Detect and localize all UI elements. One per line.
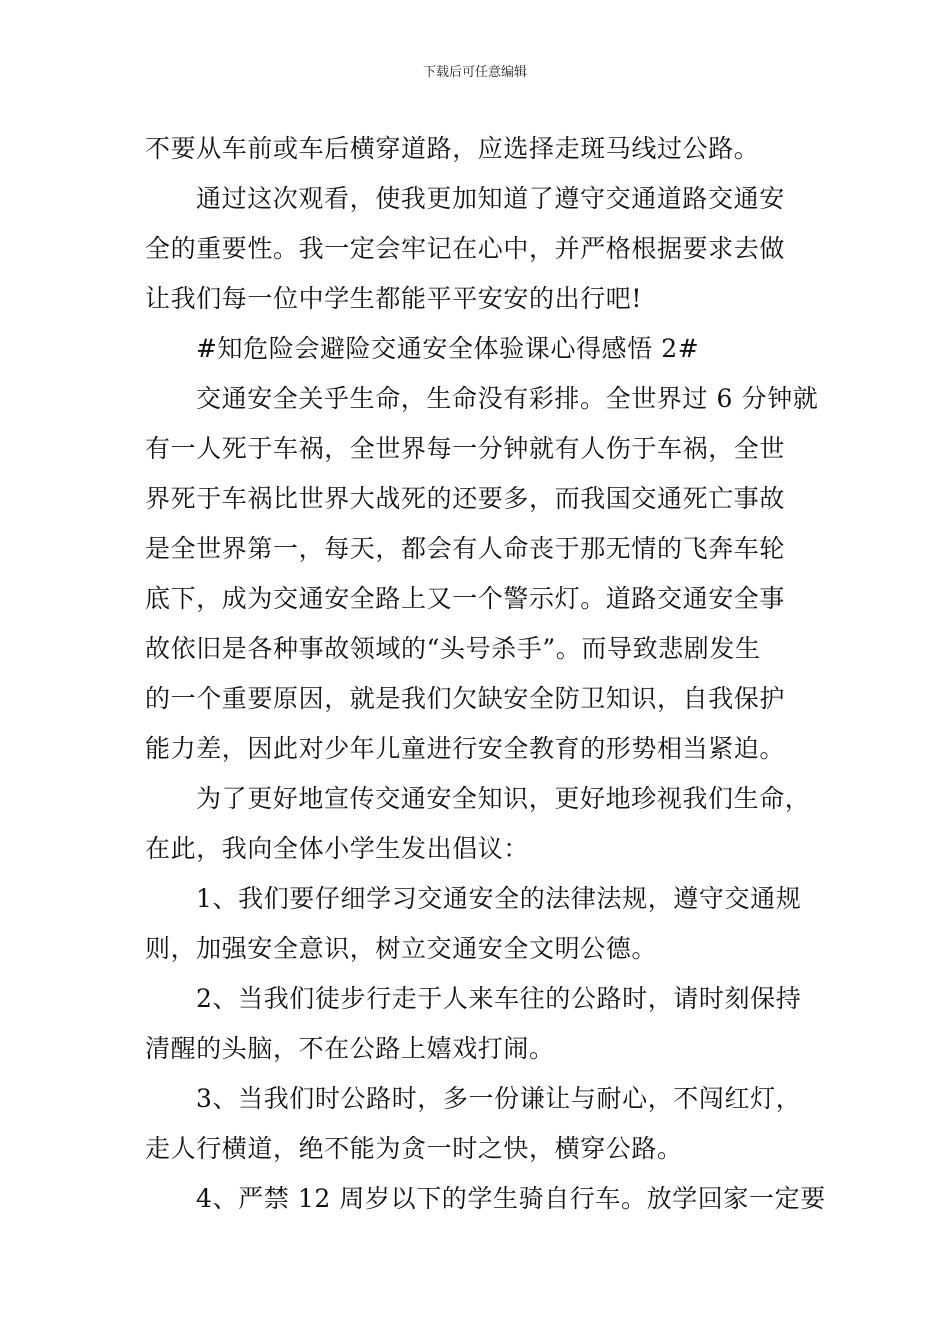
text-line: 走人行横道，绝不能为贪一时之快，横穿公路。 <box>145 1134 683 1163</box>
list-item-4: 4、严禁 12 周岁以下的学生骑自行车。放学回家一定要 <box>196 1184 826 1213</box>
text-line: 不要从车前或车后横穿道路，应选择走斑马线过公路。 <box>145 134 760 163</box>
section-heading: #知危险会避险交通安全体验课心得感悟 2# <box>196 334 700 363</box>
text-line: 清醒的头脑，不在公路上嬉戏打闹。 <box>145 1034 555 1063</box>
text-line: 为了更好地宣传交通安全知识，更好地珍视我们生命， <box>196 784 811 813</box>
text-line: 在此，我向全体小学生发出倡议： <box>145 834 530 863</box>
document-body <box>145 124 826 1224</box>
text-line: 交通安全关乎生命，生命没有彩排。全世界过 6 分钟就 <box>196 384 819 413</box>
text-line: 底下，成为交通安全路上又一个警示灯。道路交通安全事 <box>145 584 786 613</box>
text-line: 是全世界第一，每天，都会有人命丧于那无情的飞奔车轮 <box>145 534 786 563</box>
page-header: 下载后可任意编辑 <box>422 65 527 80</box>
text-line: 能力差，因此对少年儿童进行安全教育的形势相当紧迫。 <box>145 734 786 763</box>
text-line: 有一人死于车祸，全世界每一分钟就有人伤于车祸，全世 <box>145 434 786 463</box>
text-line: 故依旧是各种事故领域的“头号杀手”。而导致悲剧发生 <box>145 634 761 663</box>
list-item-3: 3、当我们时公路时，多一份谦让与耐心，不闯红灯， <box>196 1084 802 1113</box>
text-line: 通过这次观看，使我更加知道了遵守交通道路交通安 <box>196 184 785 213</box>
list-item-1: 1、我们要仔细学习交通安全的法律法规，遵守交通规 <box>196 884 802 913</box>
text-line: 界死于车祸比世界大战死的还要多，而我国交通死亡事故 <box>145 484 786 513</box>
text-line: 的一个重要原因，就是我们欠缺安全防卫知识，自我保护 <box>145 684 786 713</box>
text-line: 则，加强安全意识，树立交通安全文明公德。 <box>145 934 658 963</box>
text-line: 让我们每一位中学生都能平平安安的出行吧! <box>145 284 643 313</box>
text-line: 全的重要性。我一定会牢记在心中，并严格根据要求去做 <box>145 234 786 263</box>
list-item-2: 2、当我们徒步行走于人来车往的公路时，请时刻保持 <box>196 984 802 1013</box>
